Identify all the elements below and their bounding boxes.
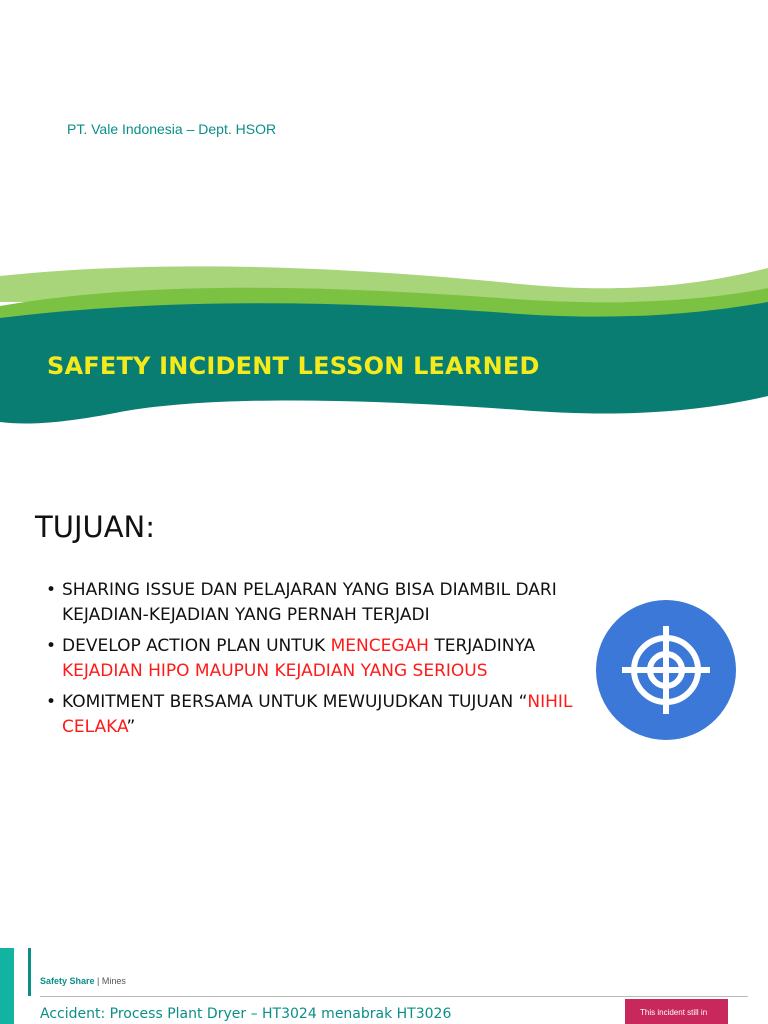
footer-label-separator: | (94, 976, 102, 986)
bullet-text: DEVELOP ACTION PLAN UNTUK (62, 636, 331, 656)
bullet-glyph: • (46, 692, 57, 712)
bullet-highlight: NIHIL CELAKA (62, 692, 573, 737)
list-item (46, 578, 591, 628)
footer-status-text: This incident still in (640, 1008, 708, 1017)
organization-line: PT. Vale Indonesia – Dept. HSOR (67, 121, 277, 137)
footer-label (40, 976, 126, 986)
list-item (46, 690, 591, 740)
footer-accent-line (28, 948, 31, 996)
footer-label-bold: Safety Share (40, 976, 95, 986)
footer-divider (40, 996, 748, 997)
bullet-text: SHARING ISSUE DAN PELAJARAN YANG BISA DIAMBIL DARI KEJADIAN-KEJADIAN YANG PERNAH TERJADI (62, 580, 557, 625)
banner-title: SAFETY INCIDENT LESSON LEARNED (47, 352, 540, 380)
bullet-text: KOMITMENT BERSAMA UNTUK MEWUJUDKAN TUJUAN “ (62, 692, 528, 712)
section-heading: TUJUAN: (35, 510, 156, 544)
bullet-glyph: • (46, 636, 57, 656)
bullet-text: ” (126, 717, 136, 737)
bullet-highlight: KEJADIAN HIPO MAUPUN KEJADIAN YANG SERIOUS (62, 661, 488, 681)
bullet-glyph: • (46, 580, 57, 600)
footer-accident-title: Accident: Process Plant Dryer – HT3024 menabrak HT3026 (40, 1006, 452, 1022)
bullet-highlight: MENCEGAH (330, 636, 429, 656)
list-item (46, 634, 591, 684)
footer-accent-bar (0, 948, 14, 1024)
objectives-list (46, 578, 591, 746)
target-crosshair-icon (596, 600, 736, 740)
footer-label-section: Mines (101, 976, 126, 986)
bullet-text: TERJADINYA (428, 636, 536, 656)
footer-status-box (625, 999, 728, 1024)
